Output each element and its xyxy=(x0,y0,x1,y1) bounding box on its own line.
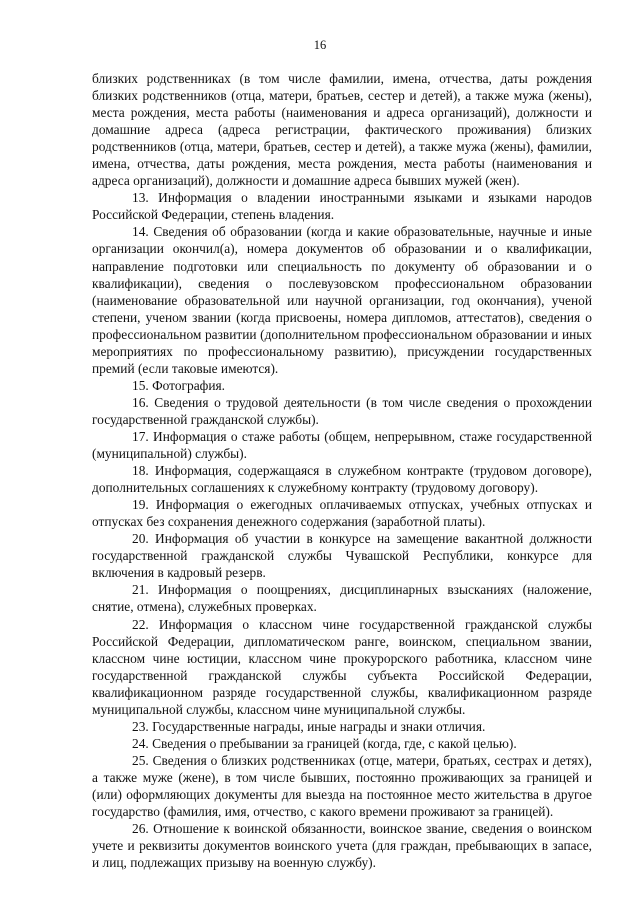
list-item-paragraph: 20. Информация об участии в конкурсе на замещение вакантной должности государственной гражданской службы Чувашской Республики, конкурсе для включения в кадровый резерв. xyxy=(92,531,592,581)
list-item-paragraph: 15. Фотография. xyxy=(132,377,226,393)
list-item-paragraph: 26. Отношение к воинской обязанности, воинское звание, сведения о воинском учете и реквизиты документов воинского учета (для граждан, пребывающих в запасе, и лиц, подлежащих призыву на военную службу). xyxy=(92,821,592,871)
page-number: 16 xyxy=(313,38,327,52)
list-item-paragraph: 25. Сведения о близких родственниках (отце, матери, братьях, сестрах и детях), а также муже (жене), в том числе бывших, постоянно проживающих за границей и (или) оформляющих документы для выезда на постоянное место жительства в другое государство (фамилия, имя, отчество, с какого времени проживают за границей). xyxy=(92,752,592,820)
list-item-paragraph: 19. Информация о ежегодных оплачиваемых отпусках, учебных отпусках и отпусках без сохранения денежного содержания (заработной платы). xyxy=(92,497,592,530)
list-item-paragraph: 24. Сведения о пребывании за границей (когда, где, с какой целью). xyxy=(132,735,517,751)
list-item-paragraph: 13. Информация о владении иностранными языками и языками народов Российской Федерации, степень владения. xyxy=(92,190,592,223)
list-item-paragraph: 18. Информация, содержащаяся в служебном контракте (трудовом договоре), дополнительных соглашениях к служебному контракту (трудовому договору). xyxy=(92,463,592,496)
document-body xyxy=(92,70,592,871)
list-item-paragraph: 16. Сведения о трудовой деятельности (в том числе сведения о прохождении государственной гражданской службы). xyxy=(92,394,592,427)
paragraph-continuation: близких родственниках (в том числе фамилии, имена, отчества, даты рождения близких родственников (отца, матери, братьев, сестер и детей), а также мужа (жены), места рождения, места работы (наименования и адреса организаций), должности и домашние адреса (адреса регистрации, фактического проживания) близких родственников (отца, матери, братьев, сестер и детей), а также мужа (жены), фамилии, имена, отчества, даты рождения, места рождения, места работы (наименования и адреса организаций), должности и домашние адреса бывших мужей (жен). xyxy=(92,71,592,189)
list-item-paragraph: 23. Государственные награды, иные награды и знаки отличия. xyxy=(132,718,486,734)
list-item-paragraph: 21. Информация о поощрениях, дисциплинарных взысканиях (наложение, снятие, отмена), служебных проверках. xyxy=(92,582,592,615)
list-item-paragraph: 14. Сведения об образовании (когда и какие образовательные, научные и иные организации окончил(а), номера документов об образовании и о квалификации, направление подготовки или специальность по документу об образовании и о квалификации), сведения о послевузовском профессиональном образовании (наименование образовательной или научной организации, год окончания), ученой степени, ученом звании (когда присвоены, номера дипломов, аттестатов), сведения о профессиональном развитии (дополнительном профессиональном образовании и иных мероприятиях по профессиональному развитию), присуждении государственных премий (если таковые имеются). xyxy=(92,224,592,376)
list-item-paragraph: 17. Информация о стаже работы (общем, непрерывном, стаже государственной (муниципальной) службы). xyxy=(92,428,592,462)
list-item-paragraph: 22. Информация о классном чине государственной гражданской службы Российской Федерации, дипломатическом ранге, воинском, специальном звании, классном чине юстиции, классном чине прокурорского работника, классном чине государственной гражданской службы субъекта Российской Федерации, квалификационном разряде государственной службы, квалификационном разряде муниципальной службы, классном чине муниципальной службы. xyxy=(92,616,592,717)
